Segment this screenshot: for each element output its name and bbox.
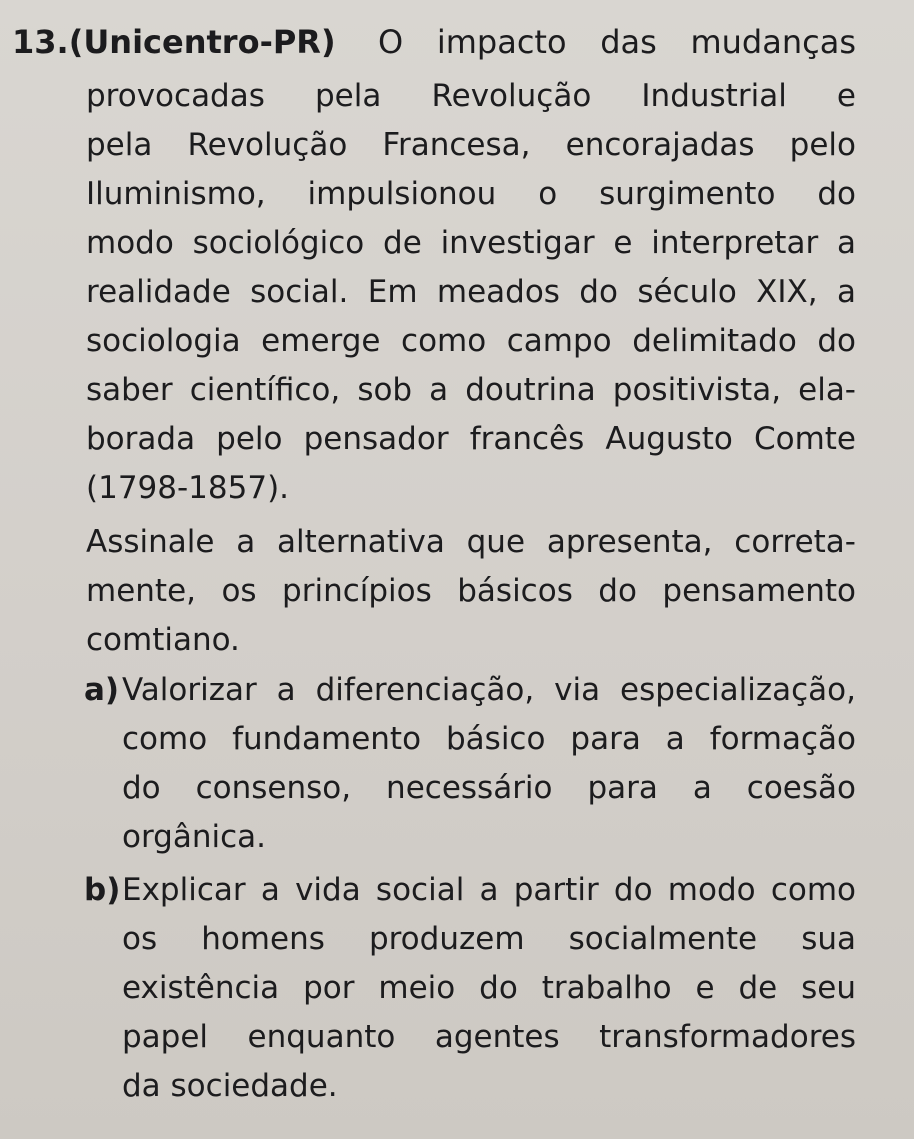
option-a-line-2: como fundamento básico para a formação [122,721,856,757]
question-line-5: modo sociológico de investigar e interpretar a [86,225,856,261]
question-line-8: saber científico, sob a doutrina positivista, ela- [86,372,856,408]
option-b-line-4: papel enquanto agentes transformadores [122,1019,856,1055]
prompt-line-2: mente, os princípios básicos do pensamento [86,573,856,609]
question-line-9: borada pelo pensador francês Augusto Comte [86,421,856,457]
question-line-1: O impacto das mudanças [378,23,856,61]
prompt-line-3: comtiano. [86,622,240,658]
question-line-7: sociologia emerge como campo delimitado do [86,323,856,359]
option-b-line-2: os homens produzem socialmente sua [122,921,856,957]
question-number: 13. [12,23,69,61]
question-line-6: realidade social. Em meados do século XIX, a [86,274,856,310]
option-b-line-5: da sociedade. [122,1068,338,1104]
option-a-label: a) [84,672,120,708]
question-line-4: Iluminismo, impulsionou o surgimento do [86,176,856,212]
prompt-line-1: Assinale a alternativa que apresenta, correta- [86,524,856,560]
option-b-line-3: existência por meio do trabalho e de seu [122,970,856,1006]
question-line-10: (1798-1857). [86,470,290,506]
question-number-line [12,18,336,66]
question-line-3: pela Revolução Francesa, encorajadas pelo [86,127,856,163]
question-line-2: provocadas pela Revolução Industrial e [86,78,856,114]
option-a-line-3: do consenso, necessário para a coesão [122,770,856,806]
option-b-label: b) [84,872,121,908]
option-a-line-1: Valorizar a diferenciação, via especialização, [122,672,856,708]
option-b-line-1: Explicar a vida social a partir do modo como [122,872,856,908]
question-source: (Unicentro-PR) [68,23,336,61]
option-a-line-4: orgânica. [122,819,266,855]
